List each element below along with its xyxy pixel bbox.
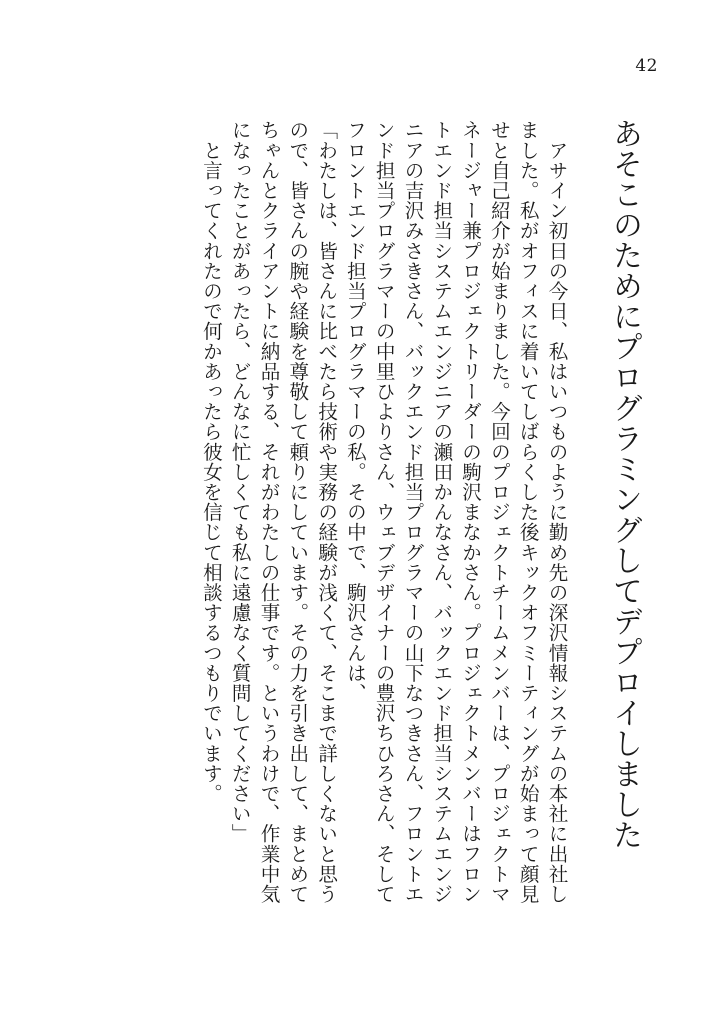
chapter-title: あそこのためにプログラミングしてデプロイしました xyxy=(607,118,642,850)
text-line: になったことがあったら、どんなに忙しくても私に遠慮なく質問してください」 xyxy=(228,120,252,844)
text-line: 「わたしは、皆さんに比べたら技術や実務の経験が浅くて、そこまで詳しくないと思う xyxy=(314,120,338,904)
text-line: ニアの吉沢みさきさん、バックエンド担当プログラマーの山下なつきさん、フロントエ xyxy=(401,120,425,904)
text-line: アサイン初日の今日、私はいつものように勤め先の深沢情報システムの本社に出社し xyxy=(545,120,568,904)
text-line: と言ってくれたので何かあったら彼女を信じて相談するつもりでいます。 xyxy=(199,120,223,804)
page-number: 42 xyxy=(635,56,658,76)
text-line: ので、皆さんの腕や経験を尊敬して頼りにしています。その力を引き出して、まとめて xyxy=(285,120,309,904)
text-line: トエンド担当システムエンジニアの瀬田かんなさん、バックエンド担当システムエンジ xyxy=(429,120,453,904)
text-line: ちゃんとクライアントに納品する、それがわたしの仕事です。というわけで、作業中気 xyxy=(257,120,281,904)
text-line: ンド担当プログラマーの中里ひよりさん、ウェブデザイナーの豊沢ちひろさん、そして xyxy=(372,120,396,904)
body-text xyxy=(196,120,570,920)
text-line: ネージャー兼プロジェクトリーダーの駒沢まなかさん。プロジェクトメンバーはフロン xyxy=(458,120,482,904)
text-line: せと自己紹介が始まりました。今回のプロジェクトチームメンバーは、プロジェクトマ xyxy=(487,120,511,904)
text-line: ました。私がオフィスに着いてしばらくした後キックオフミーティングが始まって顔見 xyxy=(516,120,540,904)
text-line: フロントエンド担当プログラマーの私。その中で、駒沢さんは、 xyxy=(343,120,367,703)
